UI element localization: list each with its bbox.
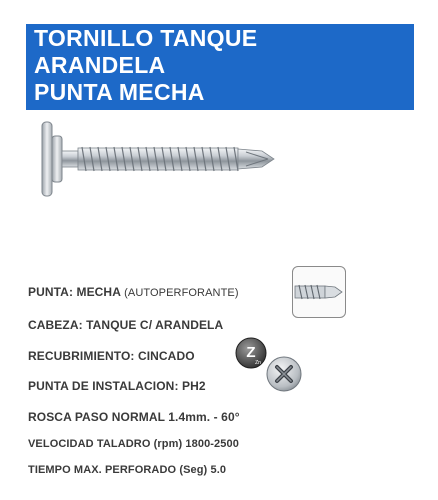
title-line-2: ARANDELA xyxy=(34,52,166,78)
spec-rosca: ROSCA PASO NORMAL 1.4mm. - 60° xyxy=(28,410,240,424)
spec-velocidad: VELOCIDAD TALADRO (rpm) 1800-2500 xyxy=(28,438,239,450)
zinc-coating-icon xyxy=(234,336,268,370)
title-banner xyxy=(26,24,414,110)
title-line-1: TORNILLO TANQUE xyxy=(34,25,258,51)
spec-recubrimiento: RECUBRIMIENTO: CINCADO xyxy=(28,349,195,363)
spec-punta-label: PUNTA: MECHA xyxy=(28,285,121,299)
zinc-badge-letter: Z xyxy=(246,344,256,361)
screw-image xyxy=(36,118,286,202)
spec-tiempo: TIEMPO MAX. PERFORADO (Seg) 5.0 xyxy=(28,464,227,476)
zinc-badge-sub: Zn xyxy=(255,360,261,366)
title-line-3: PUNTA MECHA xyxy=(34,79,205,105)
spec-cabeza: CABEZA: TANQUE C/ ARANDELA xyxy=(28,318,224,332)
drill-tip-icon xyxy=(292,266,346,318)
spec-punta-instalacion: PUNTA DE INSTALACION: PH2 xyxy=(28,379,206,393)
phillips-head-icon xyxy=(264,354,304,394)
spec-punta-extra: (AUTOPERFORANTE) xyxy=(120,287,239,299)
spec-punta xyxy=(28,285,239,299)
